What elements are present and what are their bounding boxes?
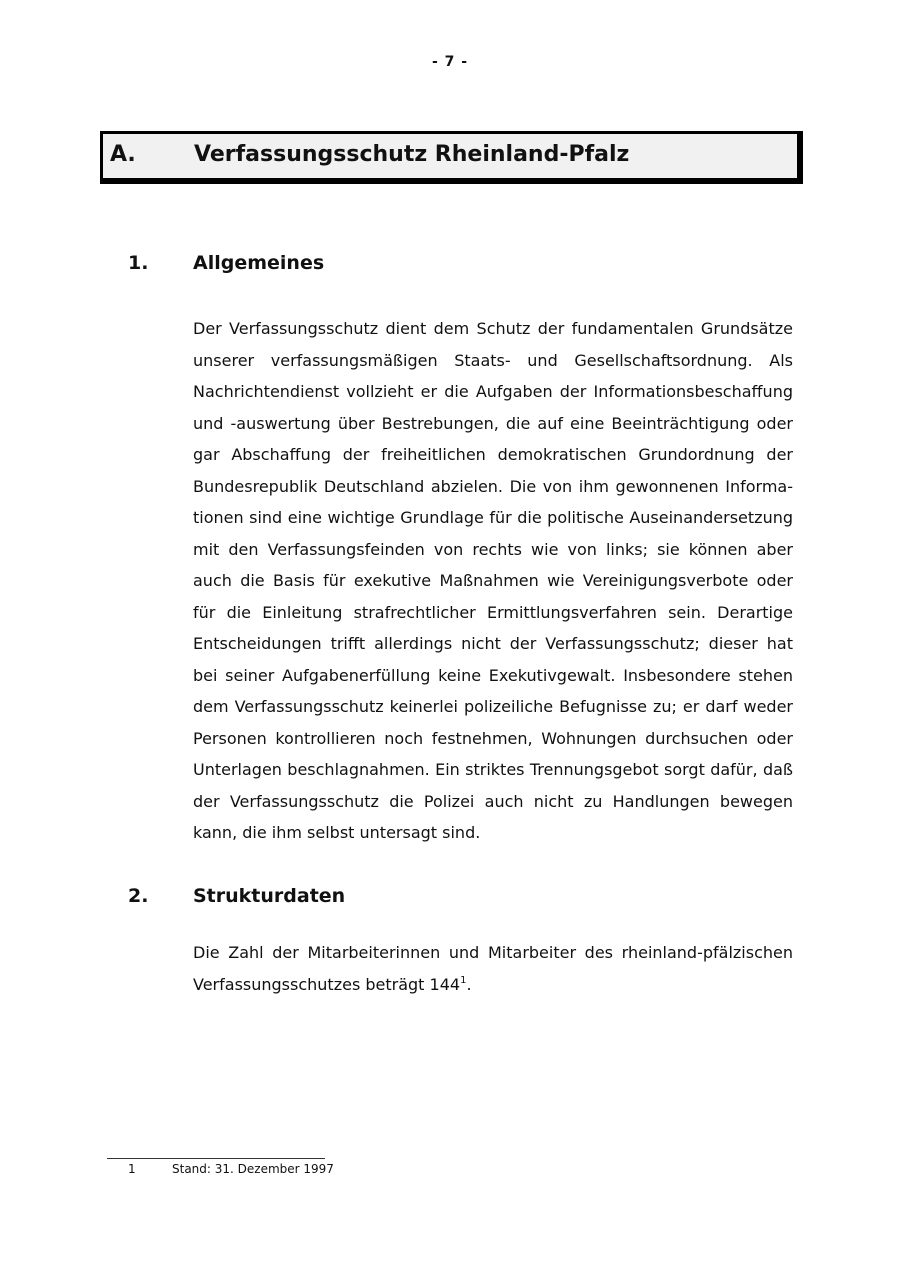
section-paragraph-text: Die Zahl der Mitarbeiterinnen und Mitarbeiter des rheinland-pfälzischen Verfassungsschutzes beträgt 144 bbox=[193, 943, 793, 994]
section-paragraph bbox=[193, 937, 793, 1000]
chapter-title: Verfassungsschutz Rheinland-Pfalz bbox=[194, 142, 630, 167]
chapter-heading-box bbox=[100, 131, 803, 184]
page-number: - 7 - bbox=[431, 54, 469, 70]
section-number: 2. bbox=[128, 885, 149, 907]
section-paragraph-end: . bbox=[466, 974, 472, 994]
footnote-number: 1 bbox=[128, 1162, 136, 1176]
section-title: Allgemeines bbox=[193, 252, 325, 274]
footnote-reference: 1 bbox=[460, 974, 467, 986]
section-number: 1. bbox=[128, 252, 149, 274]
section-title: Strukturdaten bbox=[193, 885, 346, 907]
section-paragraph: Der Verfassungsschutz dient dem Schutz der fundamentalen Grundsätze unserer verfassungsmäßigen Staats- und Gesellschaftsordnung. Als Nachrichtendienst vollzieht er die Aufgaben der Informationsbeschaffung und -auswertung über Bestrebungen, die auf eine Beeinträchtigung oder gar Abschaffung der freiheitlichen demokratischen Grundordnung der Bundesrepublik Deutschland abzielen. Die von ihm gewonnenen Informationen sind eine wichtige Grundlage für die politische Auseinandersetzung mit den Verfassungsfeinden von rechts wie von links; sie können aber auch die Basis für exekutive Maßnahmen wie Vereinigungsverbote oder für die Einleitung strafrechtlicher Ermittlungsverfahren sein. Derartige Entscheidungen trifft allerdings nicht der Verfassungsschutz; dieser hat bei seiner Aufgabenerfüllung keine Exekutivgewalt. Insbesondere stehen dem Verfassungsschutz keinerlei polizeiliche Befugnisse zu; er darf weder Personen kontrollieren noch festnehmen, Wohnungen durchsuchen oder Unterlagen beschlagnahmen. Ein striktes Trennungsgebot sorgt dafür, daß der Verfassungsschutz die Polizei auch nicht zu Handlungen bewegen kann, die ihm selbst untersagt sind. bbox=[193, 319, 793, 842]
footnote-text: Stand: 31. Dezember 1997 bbox=[172, 1162, 334, 1176]
chapter-letter: A. bbox=[110, 142, 136, 167]
footnote-divider bbox=[107, 1158, 325, 1159]
